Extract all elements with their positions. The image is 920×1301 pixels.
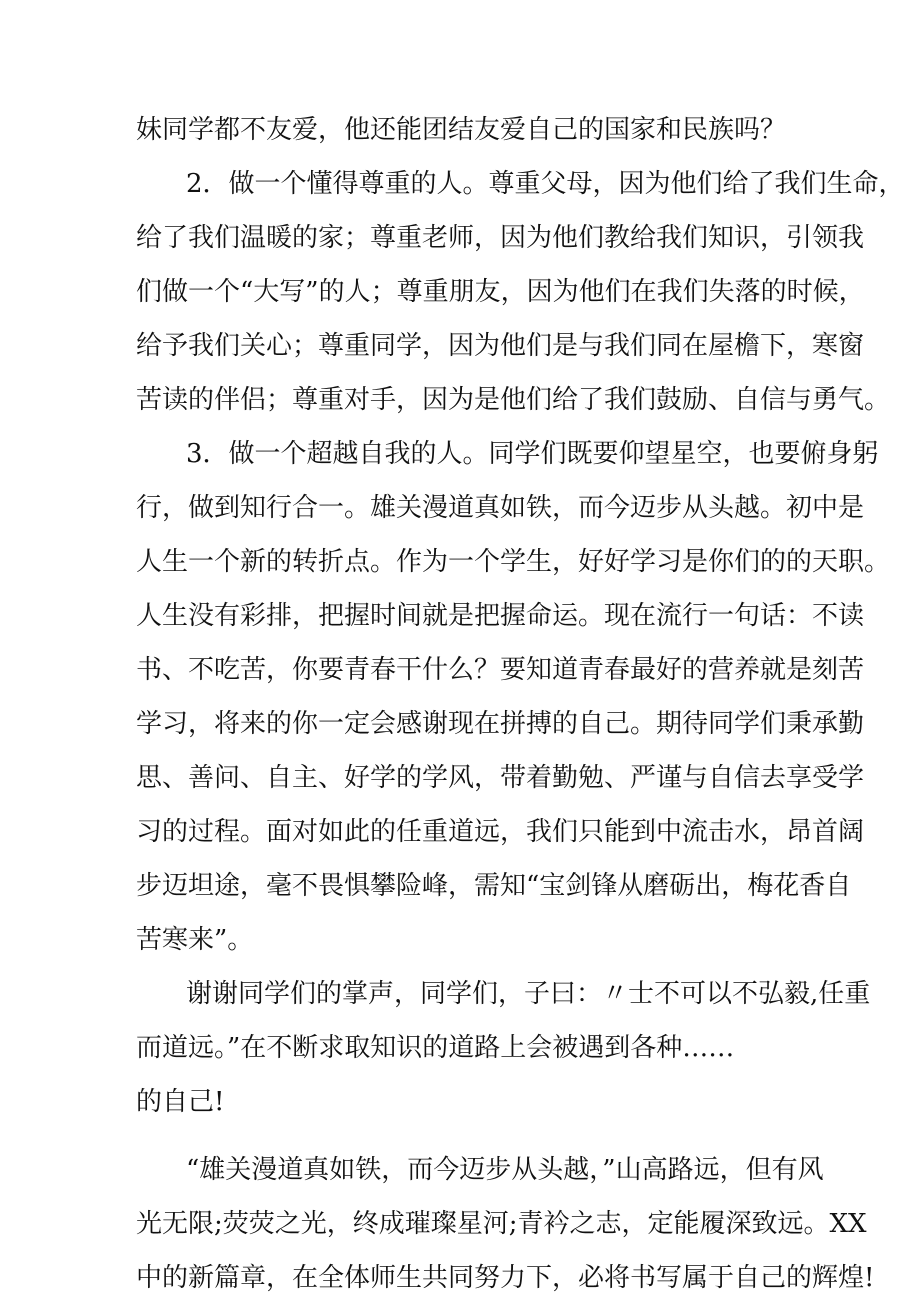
text-line-20: “雄关漫道真如铁，而今迈步从头越，”山高路远，但有风 (186, 1155, 824, 1185)
text-line-3: 给了我们温暖的家；尊重老师，因为他们教给我们知识，引领我 (136, 223, 865, 253)
text-line-17: 谢谢同学们的掌声，同学们，子曰：〃士不可以不弘毅,任重 (186, 979, 871, 1009)
text-line-2: 2．做一个懂得尊重的人。尊重父母，因为他们给了我们生命， (186, 169, 905, 199)
text-line-10: 人生没有彩排，把握时间就是把握命运。现在流行一句话：不读 (136, 601, 865, 631)
text-line-16: 苦寒来”。 (136, 925, 254, 955)
text-line-21: 光无限;荧荧之光，终成璀璨星河;青衿之志，定能履深致远。XX (136, 1209, 867, 1239)
text-line-7: 3．做一个超越自我的人。同学们既要仰望星空，也要俯身躬 (186, 439, 879, 469)
text-line-1: 妹同学都不友爱，他还能团结友爱自己的国家和民族吗？ (136, 115, 787, 145)
text-line-8: 行，做到知行合一。雄关漫道真如铁，而今迈步从头越。初中是 (136, 493, 865, 523)
text-line-18: 而道远。”在不断求取知识的道路上会被遇到各种…… (136, 1033, 735, 1063)
text-line-6: 苦读的伴侣；尊重对手，因为是他们给了我们鼓励、自信与勇气。 (136, 385, 891, 415)
text-line-11: 书、不吃苦，你要青春干什么？要知道青春最好的营养就是刻苦 (136, 655, 865, 685)
text-line-4: 们做一个“大写”的人；尊重朋友，因为他们在我们失落的时候， (136, 277, 865, 307)
text-line-5: 给予我们关心；尊重同学，因为他们是与我们同在屋檐下，寒窗 (136, 331, 865, 361)
text-line-9: 人生一个新的转折点。作为一个学生，好好学习是你们的的天职。 (136, 547, 891, 577)
text-line-19: 的自己! (136, 1087, 225, 1117)
text-line-15: 步迈坦途，毫不畏惧攀险峰，需知“宝剑锋从磨砺出，梅花香自 (136, 871, 852, 901)
text-line-12: 学习，将来的你一定会感谢现在拼搏的自己。期待同学们秉承勤 (136, 709, 865, 739)
text-line-13: 思、善问、自主、好学的学风，带着勤勉、严谨与自信去享受学 (136, 763, 865, 793)
text-line-22: 中的新篇章，在全体师生共同努力下，必将书写属于自己的辉煌! (136, 1263, 875, 1293)
text-line-14: 习的过程。面对如此的任重道远，我们只能到中流击水，昂首阔 (136, 817, 865, 847)
